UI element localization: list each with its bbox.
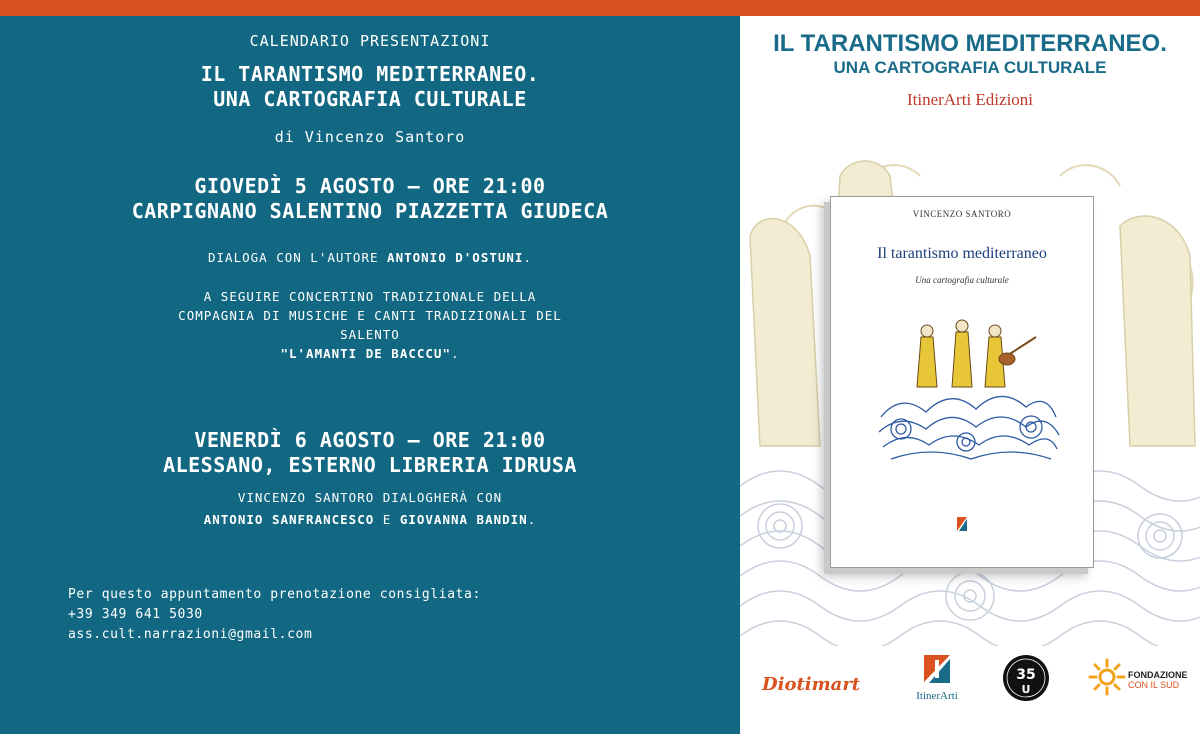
event2-conj: E bbox=[374, 512, 400, 527]
event1-location: CARPIGNANO SALENTINO PIAZZETTA GIUDECA bbox=[131, 199, 609, 223]
calendar-heading: CALENDARIO PRESENTAZIONI bbox=[249, 32, 491, 50]
book-title: Il tarantismo mediterraneo bbox=[877, 245, 1047, 262]
book-author: VINCENZO SANTORO bbox=[912, 209, 1012, 219]
book-illustration bbox=[871, 317, 1061, 477]
itinerarti-logo bbox=[902, 652, 972, 702]
sponsor-logos bbox=[740, 644, 1200, 718]
itinerarti-mark-icon bbox=[955, 515, 969, 533]
book-cover-panel bbox=[740, 16, 1200, 734]
event1-dialog-suffix: . bbox=[523, 250, 532, 265]
event2-guest1: ANTONIO SANFRANCESCO bbox=[203, 512, 375, 527]
event2-dialog-line2 bbox=[0, 512, 740, 527]
event1-dialog-name: ANTONIO D'OSTUNI bbox=[387, 250, 524, 265]
publisher-name: ItinerArti Edizioni bbox=[906, 90, 1034, 109]
event2-dialog-line1: VINCENZO SANTORO DIALOGHERÀ CON bbox=[237, 490, 503, 505]
sun-icon bbox=[1088, 658, 1126, 696]
event2-datetime: VENERDÌ 6 AGOSTO – ORE 21:00 bbox=[194, 428, 546, 452]
fondazione-con-il-sud-logo bbox=[1088, 658, 1188, 700]
fondazione-name: FONDAZIONE bbox=[1128, 670, 1188, 680]
event1-concert-line4 bbox=[0, 346, 740, 361]
event-title-line1: IL TARANTISMO MEDITERRANEO. bbox=[200, 62, 540, 86]
contact-phone[interactable]: +39 349 641 5030 bbox=[68, 607, 203, 622]
event-panel bbox=[0, 16, 740, 734]
itinerarti-logo-label: ItinerArti bbox=[916, 690, 958, 702]
event1-datetime: GIOVEDÌ 5 AGOSTO – ORE 21:00 bbox=[194, 174, 546, 198]
event2-suffix: . bbox=[527, 512, 537, 527]
cover-title-line1: IL TARANTISMO MEDITERRANEO. bbox=[773, 30, 1167, 57]
event1-concert-group: "L'AMANTI DE BACCCU" bbox=[280, 346, 451, 361]
event1-concert-line3: SALENTO bbox=[340, 327, 400, 342]
event1-dialog bbox=[0, 250, 740, 265]
itinerarti-logo-icon bbox=[920, 652, 954, 686]
cover-title-line2: UNA CARTOGRAFIA CULTURALE bbox=[833, 58, 1107, 77]
author-line: di Vincenzo Santoro bbox=[274, 128, 466, 146]
badge-number: 35 bbox=[1016, 667, 1036, 683]
event1-dialog-prefix: DIALOGA CON L'AUTORE bbox=[208, 250, 388, 265]
badge-letter: U bbox=[1021, 683, 1031, 696]
event2-guest2: GIOVANNA BANDIN bbox=[399, 512, 528, 527]
top-accent-bar bbox=[0, 0, 1200, 16]
contact-email[interactable]: ass.cult.narrazioni@gmail.com bbox=[68, 627, 313, 642]
event1-concert-line1: A SEGUIRE CONCERTINO TRADIZIONALE DELLA bbox=[203, 289, 537, 304]
event1-concert-line2: COMPAGNIA DI MUSICHE E CANTI TRADIZIONALI DEL bbox=[178, 308, 562, 323]
event-title-line2: UNA CARTOGRAFIA CULTURALE bbox=[213, 87, 527, 111]
fondazione-sub: CON IL SUD bbox=[1128, 680, 1180, 690]
book-publisher-logo bbox=[955, 515, 969, 537]
book-cover bbox=[830, 196, 1094, 568]
contact-note: Per questo appuntamento prenotazione consigliata: bbox=[68, 587, 481, 602]
fondazione-label bbox=[1128, 670, 1188, 690]
event1-concert-suffix: . bbox=[450, 346, 460, 361]
35-anniversary-badge bbox=[1002, 654, 1050, 702]
event2-location: ALESSANO, ESTERNO LIBRERIA IDRUSA bbox=[163, 453, 577, 477]
book-subtitle: Una cartografia culturale bbox=[915, 275, 1009, 285]
diotimart-logo: Diotimart bbox=[762, 674, 861, 695]
